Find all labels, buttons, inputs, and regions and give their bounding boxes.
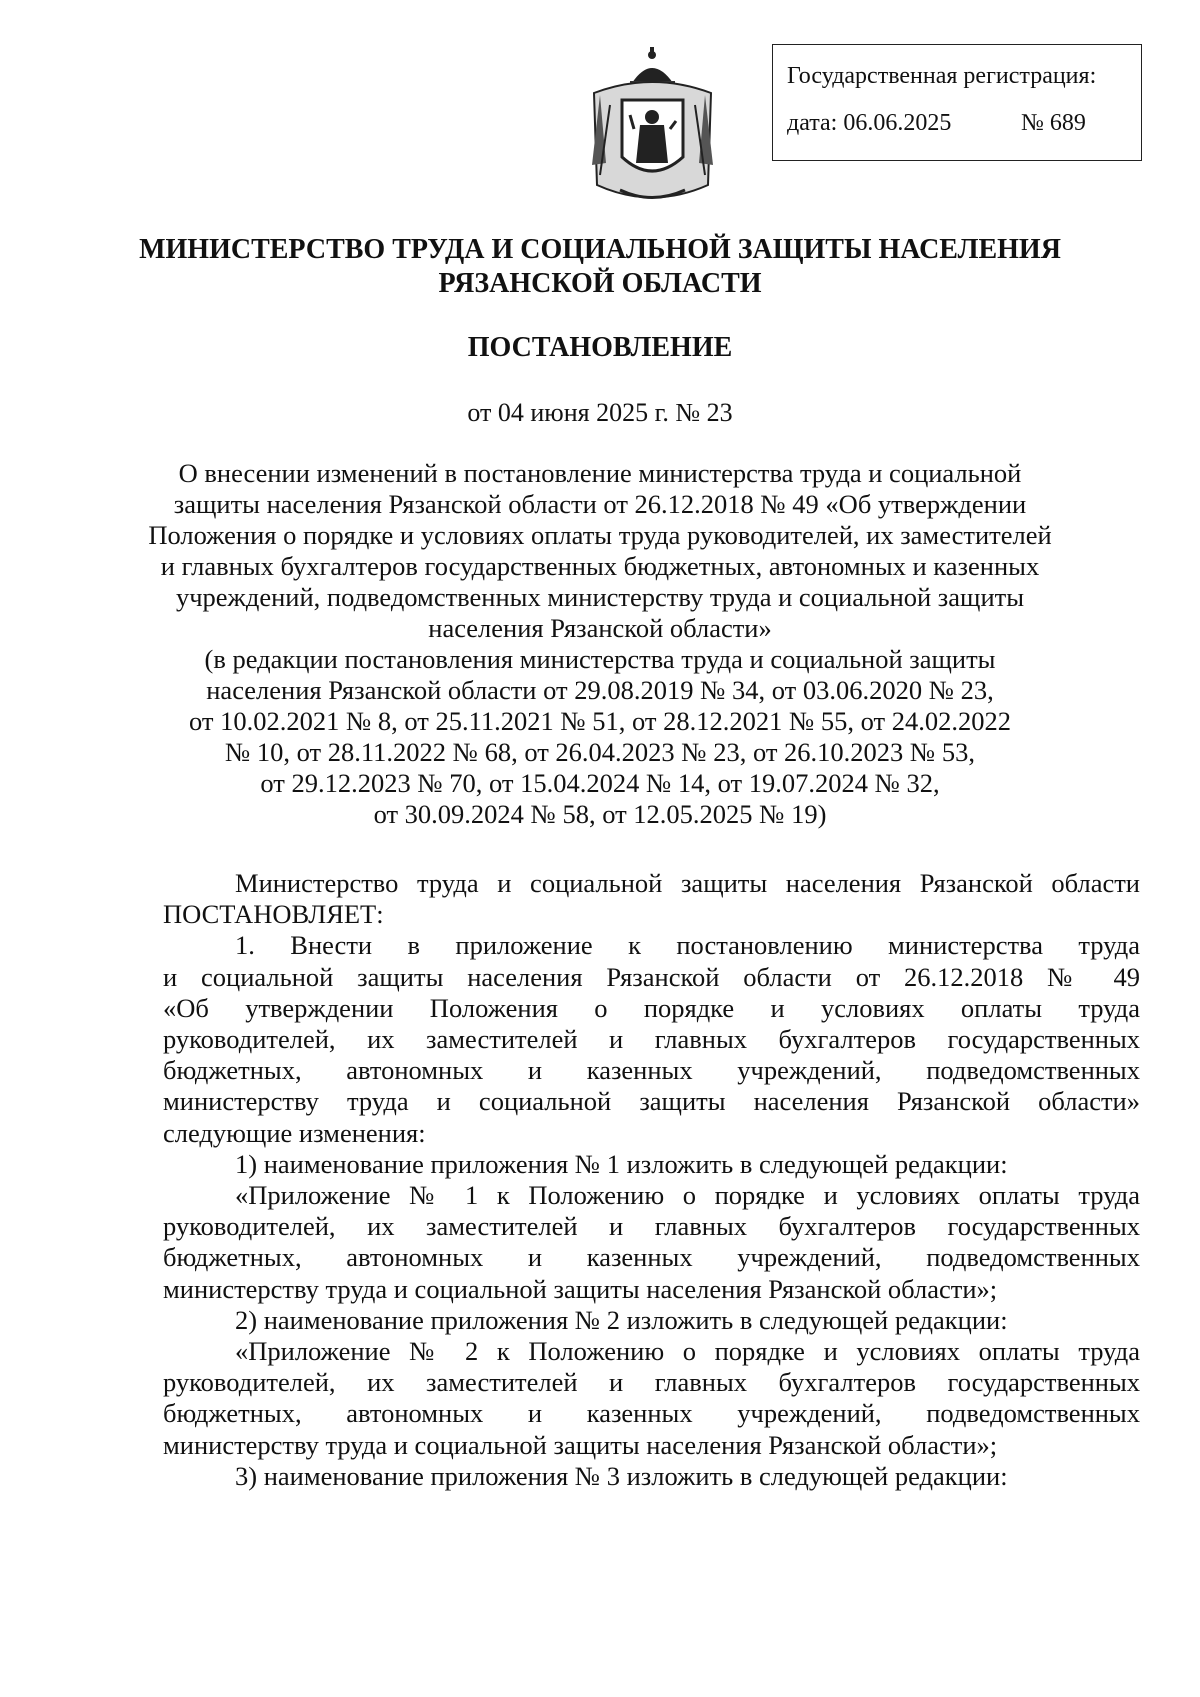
quote1-line: «Приложение № 1 к Положению о порядке и условиях оплаты труда [235,1180,1140,1211]
document-title [120,458,1080,830]
quote2-line: министерству труда и социальной защиты населения Рязанской области»; [163,1429,998,1460]
title-line: от 10.02.2021 № 8, от 25.11.2021 № 51, от 28.12.2021 № 55, от 24.02.2022 [188,706,1012,736]
quote2-line: «Приложение № 2 к Положению о порядке и условиях оплаты труда [235,1336,1140,1367]
title-line: от 29.12.2023 № 70, от 15.04.2024 № 14, от 19.07.2024 № 32, [260,768,940,798]
item1-line: руководителей, их заместителей и главных бухгалтеров государственных [163,1024,1140,1055]
title-line: защиты населения Рязанской области от 26.12.2018 № 49 «Об утверждении [173,489,1027,519]
ministry-name [100,233,1100,301]
title-line: Положения о порядке и условиях оплаты труда руководителей, их заместителей [148,520,1052,550]
quote1-line: руководителей, их заместителей и главных бухгалтеров государственных [163,1211,1140,1242]
registration-box [772,44,1142,161]
title-line: от 30.09.2024 № 58, от 12.05.2025 № 19) [373,799,827,829]
quote2-line: руководителей, их заместителей и главных бухгалтеров государственных [163,1367,1140,1398]
title-line: и главных бухгалтеров государственных бюджетных, автономных и казенных [160,551,1040,581]
title-line: О внесении изменений в постановление министерства труда и социальной [178,458,1022,488]
intro-line: ПОСТАНОВЛЯЕТ: [163,899,384,930]
title-line: (в редакции постановления министерства труда и социальной защиты [204,644,996,674]
registration-title: Государственная регистрация: [787,63,1097,89]
item1-line: следующие изменения: [163,1117,426,1148]
subitem-1: 1) наименование приложения № 1 изложить в следующей редакции: [235,1148,1008,1179]
subitem-3: 3) наименование приложения № 3 изложить в следующей редакции: [235,1460,1008,1491]
item1-line: и социальной защиты населения Рязанской области от 26.12.2018 № 49 [163,961,1140,992]
title-line: населения Рязанской области» [428,613,772,643]
ministry-line: РЯЗАНСКОЙ ОБЛАСТИ [438,268,762,299]
quote1-line: бюджетных, автономных и казенных учреждений, подведомственных [163,1242,1140,1273]
title-line: № 10, от 28.11.2022 № 68, от 26.04.2023 № 23, от 26.10.2023 № 53, [225,737,975,767]
quote1-line: министерству труда и социальной защиты населения Рязанской области»; [163,1273,998,1304]
item1-line: «Об утверждении Положения о порядке и условиях оплаты труда [163,992,1140,1023]
item1-line: министерству труда и социальной защиты населения Рязанской области» [163,1086,1140,1117]
title-line: учреждений, подведомственных министерству труда и социальной защиты [175,582,1025,612]
document-body [163,868,1140,1492]
registration-number: № 689 [1021,110,1086,136]
registration-date: дата: 06.06.2025 [787,110,952,136]
subitem-2: 2) наименование приложения № 2 изложить в следующей редакции: [235,1304,1008,1335]
title-line: населения Рязанской области от 29.08.2019 № 34, от 03.06.2020 № 23, [206,675,994,705]
ryazan-coat-of-arms-icon [580,45,725,210]
item1-line: бюджетных, автономных и казенных учреждений, подведомственных [163,1055,1140,1086]
item1-line: 1. Внести в приложение к постановлению министерства труда [235,930,1140,961]
quote2-line: бюджетных, автономных и казенных учреждений, подведомственных [163,1398,1140,1429]
intro-line: Министерство труда и социальной защиты населения Рязанской области [235,868,1140,898]
document-date: от 04 июня 2025 г. № 23 [467,398,733,427]
document-type: ПОСТАНОВЛЕНИЕ [467,332,733,363]
ministry-line: МИНИСТЕРСТВО ТРУДА И СОЦИАЛЬНОЙ ЗАЩИТЫ НАСЕЛЕНИЯ [139,234,1061,265]
